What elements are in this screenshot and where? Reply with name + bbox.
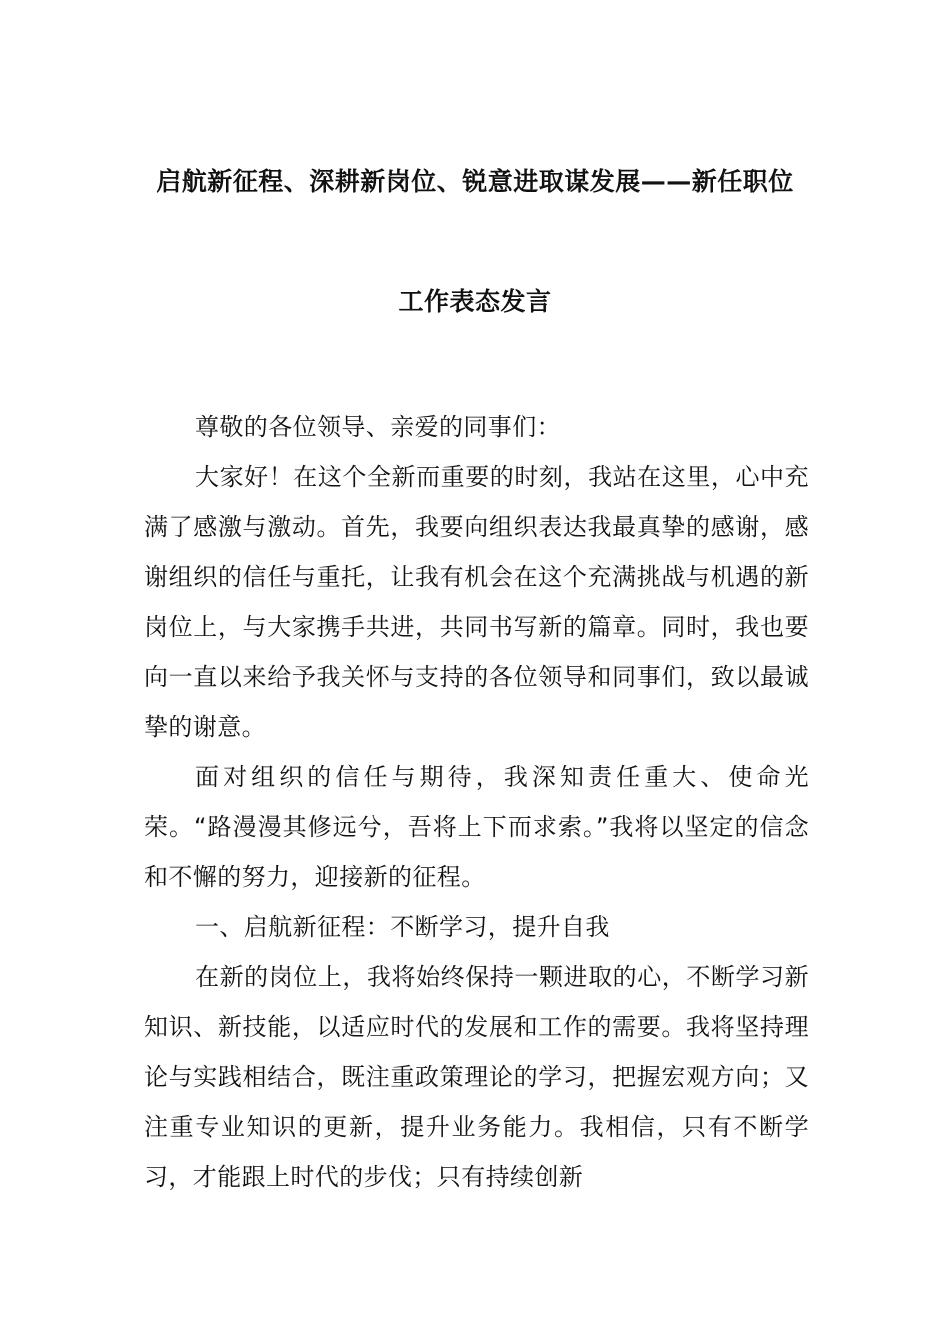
document-body	[144, 402, 809, 1202]
commitment-paragraph: 面对组织的信任与期待，我深知责任重大、使命光荣。“路漫漫其修远兮，吾将上下而求索。”我将以坚定的信念和不懈的努力，迎接新的征程。	[144, 763, 809, 891]
section-heading-1: 一、启航新征程：不断学习，提升自我	[195, 913, 610, 941]
section-1-paragraph: 在新的岗位上，我将始终保持一颗进取的心，不断学习新知识、新技能，以适应时代的发展和工作的需要。我将坚持理论与实践相结合，既注重政策理论的学习，把握宏观方向；又注重专业知识的更新，提升业务能力。我相信，只有不断学习，才能跟上时代的步伐；只有持续创新	[144, 963, 809, 1191]
greeting-paragraph: 大家好！在这个全新而重要的时刻，我站在这里，心中充满了感激与激动。首先，我要向组织表达我最真挚的感谢，感谢组织的信任与重托，让我有机会在这个充满挑战与机遇的新岗位上，与大家携手共进，共同书写新的篇章。同时，我也要向一直以来给予我关怀与支持的各位领导和同事们，致以最诚挚的谢意。	[144, 463, 809, 741]
document-title-line-2: 工作表态发言	[398, 287, 552, 316]
salutation-paragraph: 尊敬的各位领导、亲爱的同事们：	[195, 413, 561, 441]
document-title-line-1: 启航新征程、深耕新岗位、锐意进取谋发展——新任职位	[156, 167, 794, 196]
